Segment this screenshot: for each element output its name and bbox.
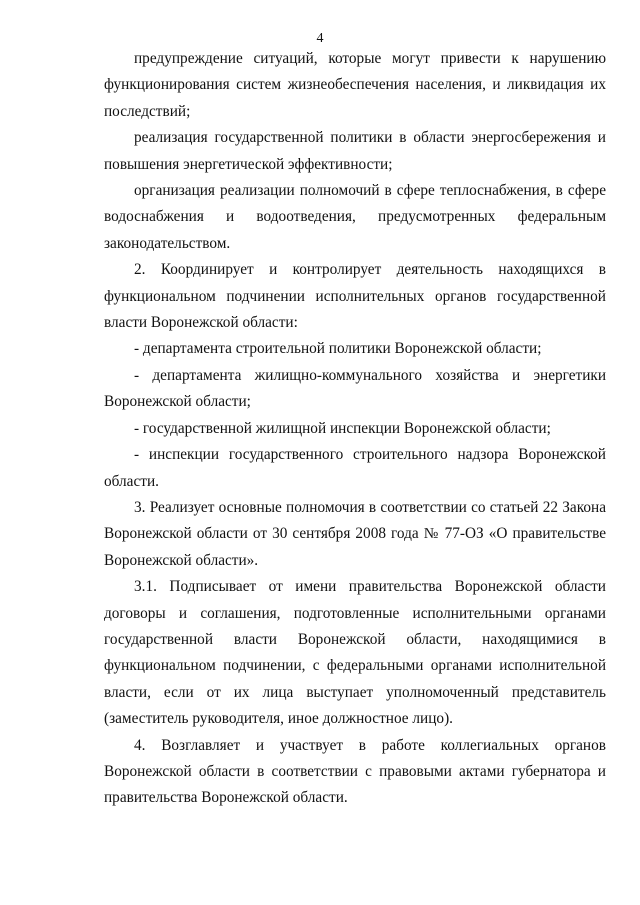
paragraph-heat-water-supply: организация реализации полномочий в сфере теплоснабжения, в сфере водоснабжения и водоотведения, предусмотренных федеральным законодательством. bbox=[104, 182, 606, 252]
paragraph-construction-inspection: - инспекции государственного строительного надзора Воронежской области. bbox=[104, 446, 606, 490]
page-number: 4 bbox=[316, 31, 324, 46]
paragraph-housing-department: - департамента жилищно-коммунального хозяйства и энергетики Воронежской области; bbox=[104, 366, 606, 411]
paragraph-emergency-prevention: предупреждение ситуаций, которые могут привести к нарушению функционирования систем жизнеобеспечения населения, и ликвидация их последствий; bbox=[104, 50, 606, 120]
paragraph-housing-inspection: - государственной жилищной инспекции Воронежской области; bbox=[134, 419, 551, 437]
paragraph-construction-department: - департамента строительной политики Воронежской области; bbox=[134, 340, 542, 358]
paragraph-item-3: 3. Реализует основные полномочия в соответствии со статьей 22 Закона Воронежской области от 30 сентября 2008 года № 77-ОЗ «О правительстве Воронежской области». bbox=[104, 498, 606, 569]
paragraph-item-3-1: 3.1. Подписывает от имени правительства Воронежской области договоры и соглашения, подготовленные исполнительными органами государственной власти Воронежской области, находящимися в функциональном подчинении, с федеральными органами исполнительной власти, если от их лица выступает уполномоченный представитель (заместитель руководителя, иное должностное лицо). bbox=[104, 578, 606, 728]
paragraph-energy-saving: реализация государственной политики в области энергосбережения и повышения энергетической эффективности; bbox=[104, 129, 606, 173]
paragraph-item-2: 2. Координирует и контролирует деятельность находящихся в функциональном подчинении исполнительных органов государственной власти Воронежской области: bbox=[104, 261, 606, 332]
document-body bbox=[104, 46, 606, 812]
paragraph-item-4: 4. Возглавляет и участвует в работе коллегиальных органов Воронежской области в соответствии с правовыми актами губернатора и правительства Воронежской области. bbox=[104, 736, 606, 807]
